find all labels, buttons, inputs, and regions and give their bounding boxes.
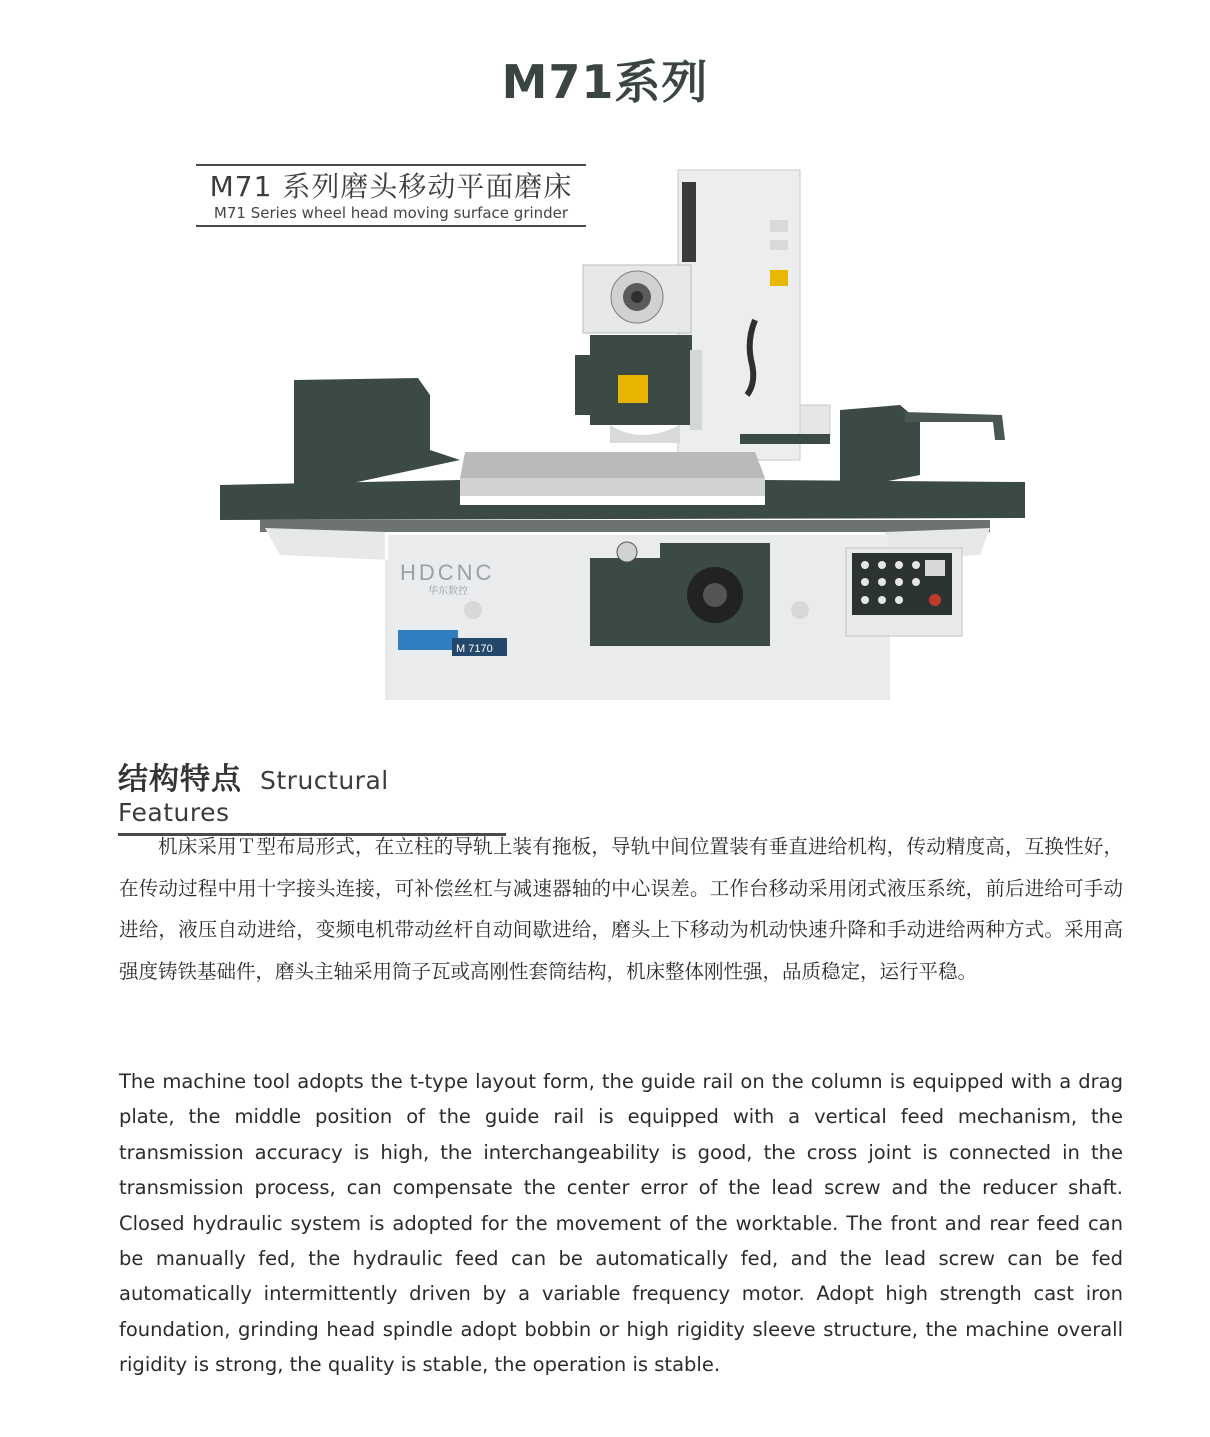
section-heading: [118, 754, 506, 836]
model-plate-text: M 7170: [456, 643, 493, 655]
product-label-en: M71 Series wheel head moving surface grinder: [213, 204, 569, 222]
section-heading-cn: 结构特点: [118, 762, 242, 797]
brand-cn-text: 华东数控: [428, 586, 468, 597]
product-label-cn: M71 系列磨头移动平面磨床: [209, 170, 573, 203]
section-heading-en: Structural Features: [118, 766, 389, 827]
brand-logo-text: HDCNC: [400, 560, 495, 585]
product-image: [190, 160, 1050, 705]
surface-grinder-illustration: [190, 160, 1050, 705]
page-title: M71系列: [501, 55, 709, 109]
product-label: [196, 164, 586, 227]
paragraph-cn: 机床采用Ｔ型布局形式，在立柱的导轨上装有拖板，导轨中间位置装有垂直进给机构，传动精度高，互换性好，在传动过程中用十字接头连接，可补偿丝杠与减速器轴的中心误差。工作台移动采用闭式液压系统，前后进给可手动进给，液压自动进给，变频电机带动丝杆自动间歇进给，磨头上下移动为机动快速升降和手动进给两种方式。采用高强度铸铁基础件，磨头主轴采用筒子瓦或高刚性套筒结构，机床整体刚性强，品质稳定，运行平稳。: [119, 835, 1123, 983]
paragraph-en: The machine tool adopts the t-type layout form, the guide rail on the column is equipped with a drag plate, the middle position of the guide rail is equipped with a vertical feed mechanism, the transmission accuracy is high, the interchangeability is good, the cross joint is connected in the transmission process, can compensate the center error of the lead screw and the reducer shaft. Closed hydraulic system is adopted for the movement of the worktable. The front and rear feed can be manually fed, the hydraulic feed can be automatically fed, and the lead screw can be fed automatically intermittently driven by a variable frequency motor. Adopt high strength cast iron foundation, grinding head spindle adopt bobbin or high rigidity sleeve structure, the machine overall rigidity is strong, the quality is stable, the operation is stable.: [119, 1070, 1123, 1377]
